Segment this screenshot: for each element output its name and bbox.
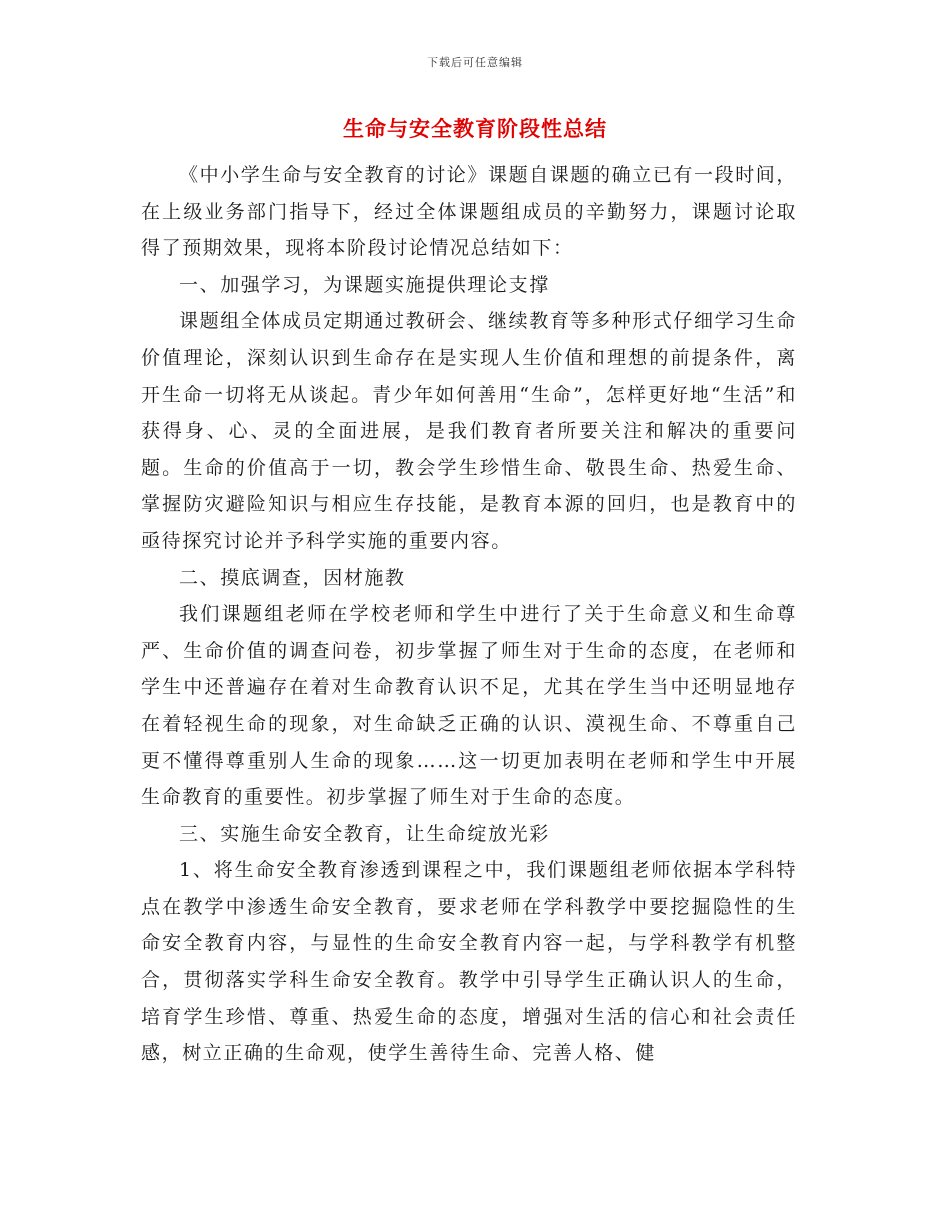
paragraph-section-1: 课题组全体成员定期通过教研会、继续教育等多种形式仔细学习生命价值理论，深刻认识到生命存在是实现人生价值和理想的前提条件，离开生命一切将无从谈起。青少年如何善用“生命”，怎样更好地“生活”和获得身、心、灵的全面进展，是我们教育者所要关注和解决的重要问题。生命的价值高于一切，教会学生珍惜生命、敬畏生命、热爱生命、掌握防灾避险知识与相应生存技能，是教育本源的回归，也是教育中的亟待探究讨论并予科学实施的重要内容。: [141, 310, 798, 552]
paragraph-section-3-item-1: 1、将生命安全教育渗透到课程之中，我们课题组老师依据本学科特点在教学中渗透生命安全教育，要求老师在学科教学中要挖掘隐性的生命安全教育内容，与显性的生命安全教育内容一起，与学科教学有机整合，贯彻落实学科生命安全教育。教学中引导学生正确认识人的生命，培育学生珍惜、尊重、热爱生命的态度，增强对生活的信心和社会责任感，树立正确的生命观，使学生善待生命、完善人格、健: [141, 859, 797, 1065]
document-title: 生命与安全教育阶段性总结: [343, 116, 607, 141]
paragraph-intro: 《中小学生命与安全教育的讨论》课题自课题的确立已有一段时间，在上级业务部门指导下，经过全体课题组成员的辛勤努力，课题讨论取得了预期效果，现将本阶段讨论情况总结如下：: [141, 164, 798, 260]
document-body: [141, 157, 797, 1072]
section-heading-3: 三、实施生命安全教育，让生命绽放光彩: [179, 822, 550, 845]
section-heading-2: 二、摸底调查，因材施教: [179, 566, 406, 589]
paragraph-section-2: 我们课题组老师在学校老师和学生中进行了关于生命意义和生命尊严、生命价值的调查问卷，初步掌握了师生对于生命的态度，在老师和学生中还普遍存在着对生命教育认识不足，尤其在学生当中还明显地存在着轻视生命的现象，对生命缺乏正确的认识、漠视生命、不尊重自己更不懂得尊重别人生命的现象……这一切更加表明在老师和学生中开展生命教育的重要性。初步掌握了师生对于生命的态度。: [141, 603, 797, 809]
header-note: 下载后可任意编辑: [427, 56, 523, 69]
section-heading-1: 一、加强学习，为课题实施提供理论支撑: [179, 273, 550, 296]
